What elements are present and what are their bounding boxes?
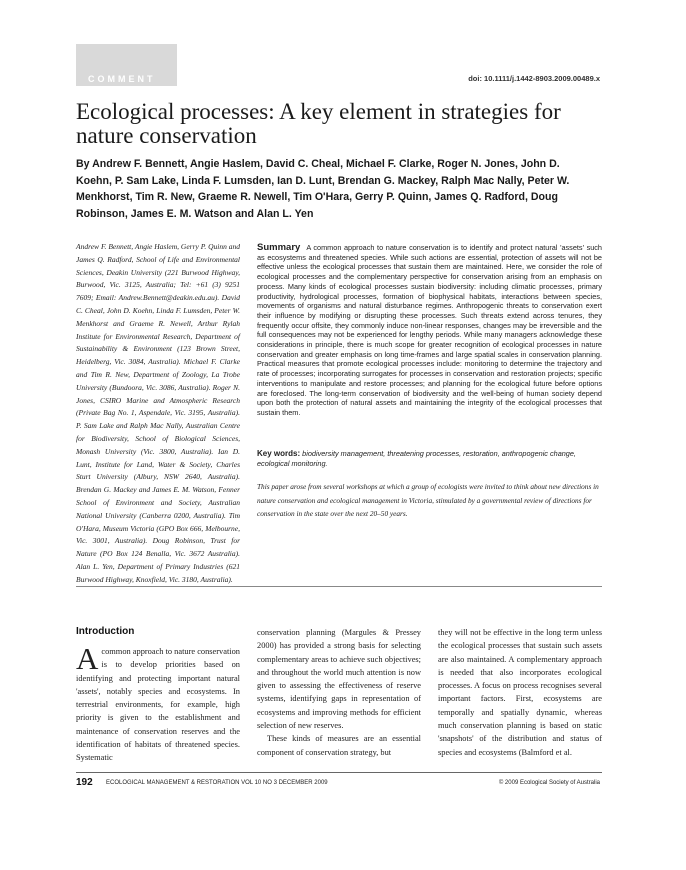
journal-footer: ECOLOGICAL MANAGEMENT & RESTORATION VOL 10 NO 3 DECEMBER 2009	[106, 780, 328, 786]
article-title: Ecological processes: A key element in strategies for nature conservation	[76, 99, 561, 148]
intro-col2-paragraph-1: conservation planning (Margules & Pressey 2000) has provided a strong basis for selecting complementary areas to achieve such objectives; and throughout the world much attention is now given to assessing the effectiveness of reserve systems, identifying gaps in representation of ecosystems and improving methods for efficient selection of new reserves.	[257, 628, 421, 731]
intro-col3-text: they will not be effective in the long term unless the ecological processes that sustain such assets are also maintained. A complementary approach is needed that also incorporates ecological processes. A focus on process recognises several important factors. First, ecosystems are temporally and spatially dynamic, whereas much conservation planning is based on static 'snapshots' of the distribution and status of species and ecosystems (Balmford et al.	[438, 628, 602, 757]
author-list: By Andrew F. Bennett, Angie Haslem, David C. Cheal, Michael F. Clarke, Roger N. Jones, John D. Koehn, P. Sam Lake, Linda F. Lumsden, Ian D. Lunt, Brendan G. Mackey, Ralph Mac Nally, Peter W. Menkhorst, Tim R. New, Graeme R. Newell, Tim O'Hara, Gerry P. Quinn, James Q. Radford, Doug Robinson, James E. M. Watson and Alan L. Yen	[76, 158, 570, 220]
footer-divider	[76, 772, 602, 773]
keywords-text: biodiversity management, threatening processes, restoration, anthropogenic change, ecological monitoring.	[257, 449, 576, 468]
doi[interactable]: doi: 10.1111/j.1442-8903.2009.00489.x	[468, 74, 600, 83]
copyright: © 2009 Ecological Society of Australia	[498, 780, 600, 786]
keywords-block	[257, 449, 602, 468]
intro-column-2	[257, 626, 421, 759]
author-affiliations: Andrew F. Bennett, Angie Haslem, Gerry P. Quinn and James Q. Radford, School of Life and Environmental Sciences, Deakin University (221 Burwood Highway, Burwood, Vic. 3125, Australia; Tel: +61 (3) 9251 7609; Email: Andrew.Bennett@deakin.edu.au). David C. Cheal, John D. Koehn, Linda F. Lumsden, Peter W. Menkhorst and Graeme R. Newell, Arthur Rylah Institute for Environmental Research, Department of Sustainability & Environment (123 Brown Street, Heidelberg, Vic. 3084, Australia). Michael F. Clarke and Tim R. New, Department of Zoology, La Trobe University (Bundoora, Vic. 3086, Australia). Roger N. Jones, CSIRO Marine and Atmospheric Research (Private Bag No. 1, Aspendale, Vic. 3195, Australia). P. Sam Lake and Ralph Mac Nally, Australian Centre for Biodiversity, School of Biological Sciences, Monash University (Vic. 3800, Australia). Ian D. Lunt, Institute for Land, Water & Society, Charles Sturt University (Albury, NSW 2640, Australia). Brendan G. Mackey and James E. M. Watson, Fenner School of Environment and Society, Australian National University (Canberra 0200, Australia). Tim O'Hara, Museum Victoria (GPO Box 666, Melbourne, Vic. 3001, Australia). Doug Robinson, Trust for Nature (PO Box 124 Benalla, Vic. 3672 Australia). Alan L. Yen, Department of Primary Industries (621 Burwood Highway, Knoxfield, Vic. 3180, Australia).	[76, 242, 240, 584]
summary-text: A common approach to nature conservation is to identify and protect natural 'assets' such as ecosystems and threatened species. While such actions are essential, protection of assets will not be effective unless the ecological processes that sustain them are maintained. Here, we consider the role of ecological processes and the complementary perspective for conservation arising from an emphasis on process. Many kinds of ecological processes sustain biodiversity: including climatic processes, primary productivity, hydrological processes, formation of biophysical habitats, interactions between species, movements of organisms and natural disturbance regimes. Anthropogenic threats to conservation exert their influence by modifying or disrupting these processes. Such threats extend across tenures, they frequently occur offsite, they commonly induce non-linear responses, changes may be irreversible and the full consequences may not be experienced for lengthy periods. While many managers acknowledge these considerations in principle, there is much scope for greater recognition of ecological processes in nature conservation and greater emphasis on long time-frames and large spatial scales in conservation planning. Practical measures that promote ecological processes include: monitoring to determine the trajectory and rate of processes; incorporating surrogates for processes in conservation and restoration projects; specific interventions to manipulate and restore processes; and planning for the ecological future before options are foreclosed. The long-term conservation of biodiversity and the well-being of human society depend upon both the protection of natural assets and maintaining the integrity of the ecological processes that sustain them.	[257, 243, 602, 417]
intro-heading: Introduction	[76, 626, 135, 637]
drop-cap: A	[76, 641, 99, 676]
page-number: 192	[76, 777, 93, 788]
intro-col1-text: common approach to nature conservation is to develop priorities based on identifying and protecting important natural 'assets', notably species and ecosystems. In terrestrial environments, for example, high priority is given to the establishment and maintenance of conservation reserves and the identification of habitats of threatened species. Systematic	[76, 647, 240, 763]
intro-col2-paragraph-2: These kinds of measures are an essential component of conservation strategy, but	[257, 734, 421, 757]
intro-column-1	[76, 641, 240, 765]
intro-column-3	[438, 626, 602, 759]
section-label: COMMENT	[88, 74, 156, 84]
keywords-label: Key words:	[257, 449, 301, 458]
origin-note: This paper arose from several workshops at which a group of ecologists were invited to think about new directions in nature conservation and ecological management in Victoria, stimulated by a governmental review of directions for conservation in the state over the next 20–50 years.	[257, 482, 599, 518]
summary-block	[257, 243, 602, 418]
section-divider	[76, 586, 602, 587]
summary-label: Summary	[257, 242, 301, 253]
